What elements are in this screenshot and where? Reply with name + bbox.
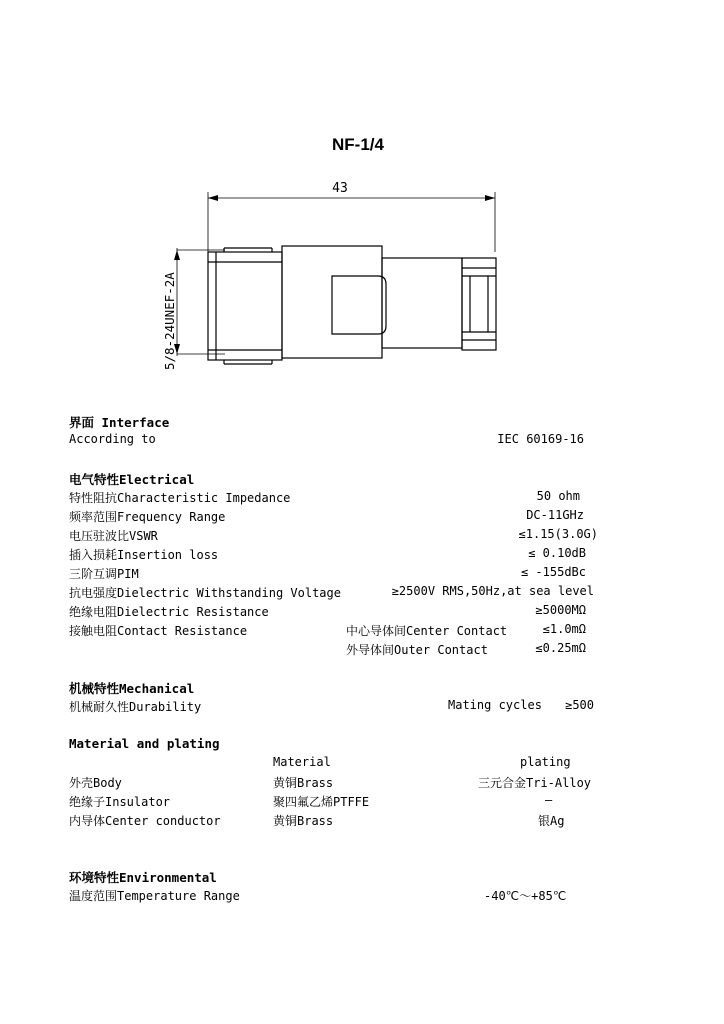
length-dimension: 43	[332, 181, 348, 196]
temperature-value: -40℃～+85℃	[484, 889, 567, 903]
electrical-row-value: ≤ -155dBc	[520, 565, 586, 579]
center-contact-label: 中心导体间Center Contact	[346, 624, 508, 638]
contact-resistance-label: 接触电阻Contact Resistance	[69, 624, 248, 638]
mechanical-header: 机械特性Mechanical	[69, 681, 195, 696]
interface-label: According to	[69, 432, 156, 446]
center-contact-value: ≤1.0mΩ	[542, 622, 586, 636]
electrical-row-label: 电压驻波比VSWR	[69, 529, 158, 543]
material-header: Material and plating	[69, 736, 220, 751]
electrical-row-value: 50 ohm	[536, 489, 580, 503]
connector-drawing	[160, 178, 510, 378]
electrical-row-value: DC-11GHz	[526, 508, 584, 522]
electrical-row-label: 插入损耗Insertion loss	[69, 548, 219, 562]
electrical-row-label: 频率范围Frequency Range	[69, 510, 226, 524]
material-part: 内导体Center conductor	[69, 814, 221, 828]
electrical-row-label: 绝缘电阻Dielectric Resistance	[69, 605, 269, 619]
mating-cycles-value: ≥500	[565, 698, 594, 712]
page-title: NF-1/4	[332, 135, 384, 154]
electrical-row-label: 特性阻抗Characteristic Impedance	[69, 491, 291, 505]
interface-header: 界面 Interface	[69, 415, 170, 430]
material-value: 聚四氟乙烯PTFFE	[273, 795, 370, 809]
material-column-header: Material	[273, 755, 331, 769]
plating-column-header: plating	[520, 755, 571, 769]
thread-dimension: 5/8-24UNEF-2A	[162, 272, 177, 370]
material-part: 外壳Body	[69, 776, 122, 790]
plating-value: 银Ag	[538, 814, 565, 828]
material-value: 黄铜Brass	[273, 814, 334, 828]
environmental-header: 环境特性Environmental	[69, 870, 217, 885]
mating-cycles-label: Mating cycles	[448, 698, 542, 712]
material-value: 黄铜Brass	[273, 776, 334, 790]
plating-value: —	[545, 793, 553, 807]
electrical-row-value: ≥5000MΩ	[535, 603, 586, 617]
plating-value: 三元合金Tri-Alloy	[478, 776, 592, 790]
electrical-row-value: ≤1.15(3.0G)	[518, 527, 598, 541]
electrical-row-label: 抗电强度Dielectric Withstanding Voltage	[69, 586, 341, 600]
outer-contact-value: ≤0.25mΩ	[535, 641, 586, 655]
electrical-row-label: 三阶互调PIM	[69, 567, 139, 581]
electrical-header: 电气特性Electrical	[69, 472, 195, 487]
electrical-row-value: ≥2500V RMS,50Hz,at sea level	[391, 584, 594, 598]
durability-label: 机械耐久性Durability	[69, 700, 202, 714]
interface-value: IEC 60169-16	[497, 432, 584, 446]
temperature-label: 温度范围Temperature Range	[69, 889, 240, 903]
electrical-row-value: ≤ 0.10dB	[528, 546, 586, 560]
outer-contact-label: 外导体间Outer Contact	[346, 643, 488, 657]
material-part: 绝缘子Insulator	[69, 795, 171, 809]
